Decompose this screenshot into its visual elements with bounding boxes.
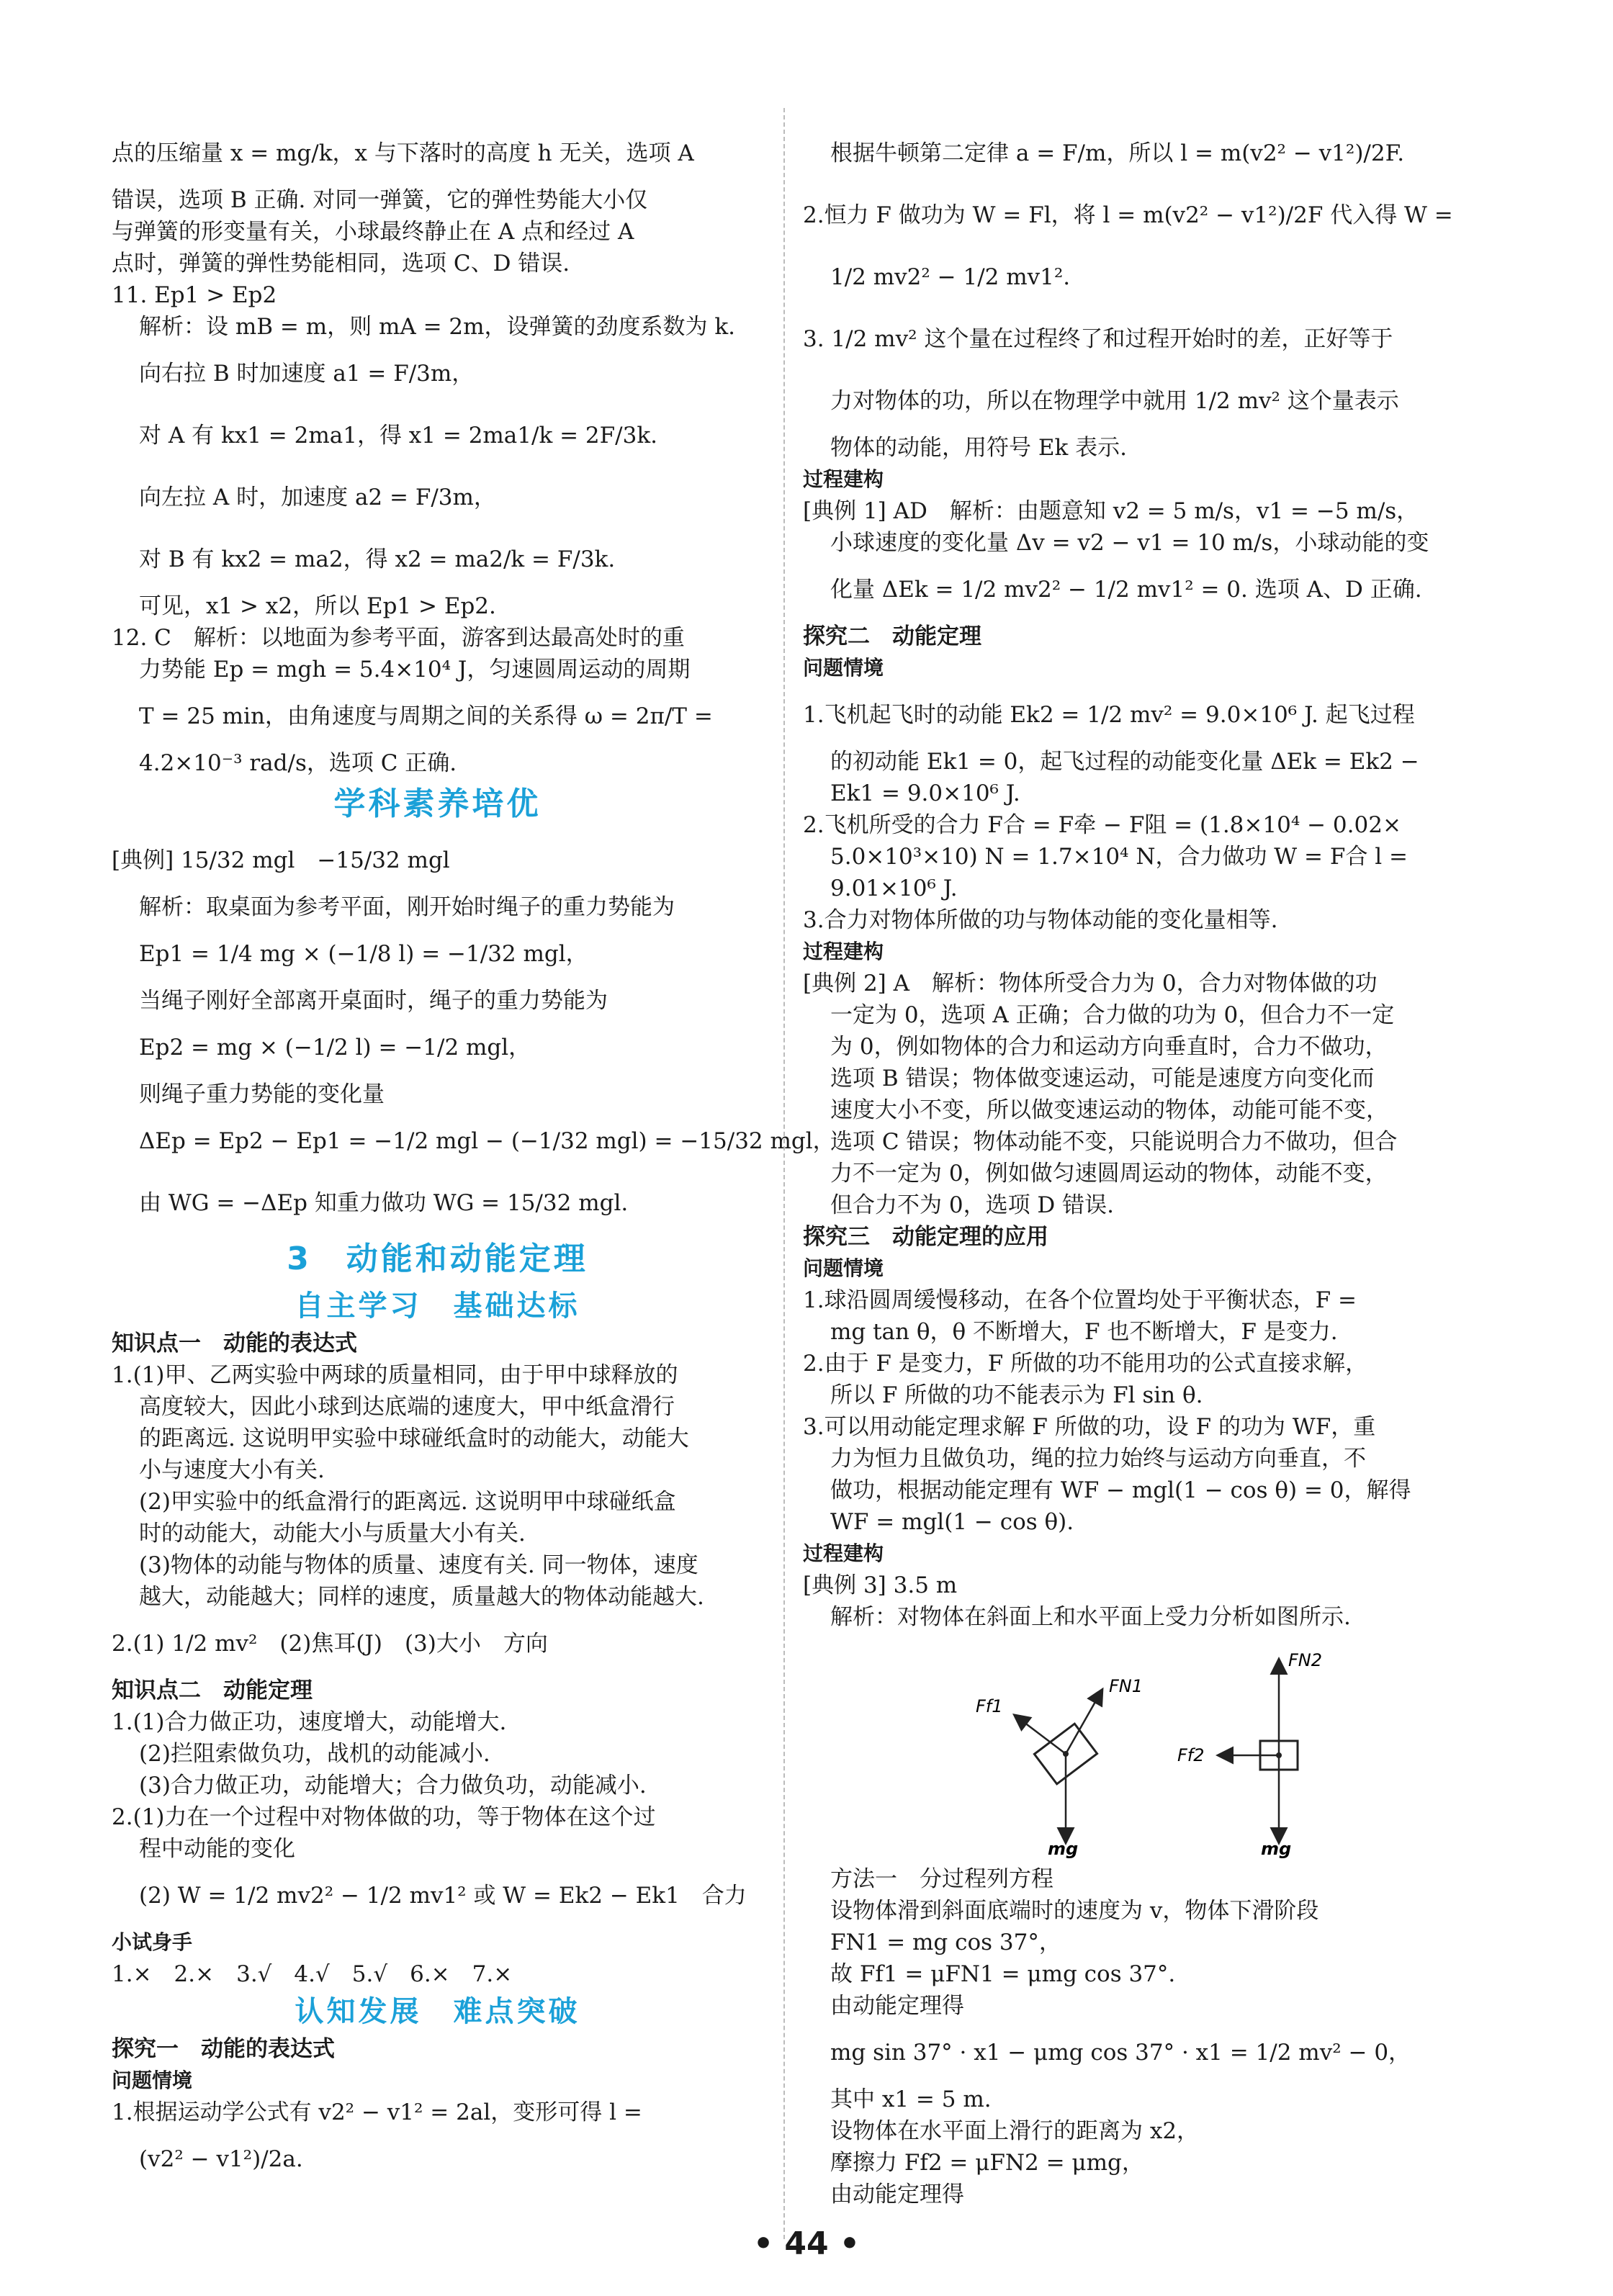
left-column <box>112 122 835 2190</box>
formula-line: (v2² − v1²)/2a. <box>139 2146 303 2172</box>
formula-line: mg sin 37° · x1 − μmg cos 37° · x1 = 1/2 mv² − 0， <box>830 2040 1411 2066</box>
formula-line: 1/2 mv2² − 1/2 mv1². <box>830 264 1071 290</box>
formula-line: 向右拉 B 时加速度 a1 = F/3m， <box>139 361 475 387</box>
formula-line: Ep2 = mg × (−1/2 l) = −1/2 mgl， <box>139 1035 531 1061</box>
ff2-label: Ff2 <box>1177 1745 1205 1765</box>
text-line: (3)物体的动能与物体的质量、速度有关. 同一物体，速度 <box>139 1552 698 1578</box>
text-line: 解析：取桌面为参考平面，刚开始时绳子的重力势能为 <box>139 894 675 920</box>
text-line: FN1 = mg cos 37°， <box>830 1930 1061 1955</box>
problem-heading: 问题情境 <box>112 2068 193 2092</box>
text-line: (2)甲实验中的纸盒滑行的距离远. 这说明甲中球碰纸盒 <box>139 1489 676 1515</box>
formula-line: 对 B 有 kx2 = ma2，得 x2 = ma2/k = F/3k. <box>139 546 616 572</box>
text-line: 小球速度的变化量 Δv = v2 − v1 = 10 m/s，小球动能的变 <box>830 530 1429 556</box>
try-answers: 1.× 2.× 3.√ 4.√ 5.√ 6.× 7.× <box>112 1961 513 1987</box>
text-line: 高度较大，因此小球到达底端的速度大，甲中纸盒滑行 <box>139 1394 675 1420</box>
text-line: 2.飞机所受的合力 F合 = F牵 − F阻 = (1.8×10⁴ − 0.02× <box>803 812 1401 838</box>
text-line: (2)拦阻索做负功，战机的动能减小. <box>139 1741 490 1767</box>
explore-heading: 探究二 动能定理 <box>803 623 981 649</box>
text-line: 1.根据运动学公式有 v2² − v1² = 2al，变形可得 l = <box>112 2099 642 2125</box>
formula-line: 对 A 有 kx1 = 2ma1，得 x1 = 2ma1/k = 2F/3k. <box>139 423 657 449</box>
text-line: 错误，选项 B 正确. 对同一弹簧，它的弹性势能大小仅 <box>112 187 648 213</box>
fn2-label: FN2 <box>1288 1650 1323 1670</box>
explore-heading: 探究一 动能的表达式 <box>112 2036 335 2062</box>
force-diagram <box>803 1640 1476 1859</box>
text-line: 但合力不为 0，选项 D 错误. <box>830 1192 1114 1218</box>
text-line: 设物体滑到斜面底端时的速度为 v，物体下滑阶段 <box>830 1898 1319 1924</box>
mg2-label: mg <box>1261 1839 1292 1859</box>
chapter-title: 3 动能和动能定理 <box>287 1241 588 1277</box>
text-line: 当绳子刚好全部离开桌面时，绳子的重力势能为 <box>139 988 608 1014</box>
text-line: 1.球沿圆周缓慢移动，在各个位置均处于平衡状态，F = <box>803 1287 1357 1313</box>
text-line: 力势能 Ep = mgh = 5.4×10⁴ J，匀速圆周运动的周期 <box>139 657 691 683</box>
knowledge-point-heading: 知识点二 动能定理 <box>112 1678 313 1703</box>
process-heading: 过程建构 <box>803 467 884 491</box>
text-line: 3.合力对物体所做的功与物体动能的变化量相等. <box>803 907 1278 933</box>
text-line: 时的动能大，动能大小与质量大小有关. <box>139 1521 526 1547</box>
text-line: 方法一 分过程列方程 <box>830 1866 1053 1892</box>
formula-line: 1.飞机起飞时的动能 Ek2 = 1/2 mv² = 9.0×10⁶ J. 起飞过程 <box>803 702 1415 728</box>
text-line: 程中动能的变化 <box>139 1836 295 1862</box>
text-line: 1.(1)甲、乙两实验中两球的质量相同，由于甲中球释放的 <box>112 1362 678 1388</box>
right-column <box>803 122 1476 2210</box>
fn1-label: FN1 <box>1109 1676 1144 1696</box>
text-line: 2.由于 F 是变力，F 所做的功不能用功的公式直接求解， <box>803 1351 1368 1377</box>
answer-number: 11. Ep1 > Ep2 <box>112 282 277 308</box>
text-line: 力为恒力且做负功，绳的拉力始终与运动方向垂直，不 <box>830 1446 1366 1472</box>
example-answer: [典例] 15/32 mgl −15/32 mgl <box>112 847 450 873</box>
text-line: 可见，x1 > x2，所以 Ep1 > Ep2. <box>139 593 496 619</box>
text-line: 4.2×10⁻³ rad/s，选项 C 正确. <box>139 750 457 776</box>
text-line: 故 Ff1 = μFN1 = μmg cos 37°. <box>830 1961 1176 1987</box>
text-line: (3)合力做正功，动能增大；合力做负功，动能减小. <box>139 1773 647 1798</box>
text-line: Ek1 = 9.0×10⁶ J. <box>830 780 1020 806</box>
section-subtitle: 认知发展 难点突破 <box>295 1995 580 2028</box>
text-line: 则绳子重力势能的变化量 <box>139 1081 385 1107</box>
text-line: mg tan θ，θ 不断增大，F 也不断增大，F 是变力. <box>830 1319 1338 1345</box>
text-line: 5.0×10³×10) N = 1.7×10⁴ N，合力做功 W = F合 l = <box>830 844 1408 870</box>
example-line: [典例 3] 3.5 m <box>803 1572 958 1598</box>
horizontal-block-diagram <box>1177 1650 1322 1859</box>
text-line: 其中 x1 = 5 m. <box>830 2086 992 2112</box>
example-line: [典例 2] A 解析：物体所受合力为 0，合力对物体做的功 <box>803 971 1378 996</box>
formula-line: 2.(1) 1/2 mv² (2)焦耳(J) (3)大小 方向 <box>112 1631 548 1657</box>
mg1-label: mg <box>1048 1839 1079 1859</box>
process-heading: 过程建构 <box>803 940 884 963</box>
formula-line: 2.恒力 F 做功为 W = Fl，将 l = m(v2² − v1²)/2F 代入得 W = <box>803 202 1453 228</box>
text-line: 力不一定为 0，例如做匀速圆周运动的物体，动能不变， <box>830 1161 1388 1187</box>
chapter-subtitle: 自主学习 基础达标 <box>295 1289 580 1323</box>
formula-line: 根据牛顿第二定律 a = F/m，所以 l = m(v2² − v1²)/2F. <box>830 140 1405 166</box>
text-line: 设物体在水平面上滑行的距离为 x2， <box>830 2118 1200 2144</box>
text-line: 9.01×10⁶ J. <box>830 875 958 901</box>
problem-heading: 问题情境 <box>803 656 884 680</box>
text-line: 的初动能 Ek1 = 0，起飞过程的动能变化量 ΔEk = Ek2 − <box>830 749 1419 775</box>
formula-line: (2) W = 1/2 mv2² − 1/2 mv1² 或 W = Ek2 − Ek1 合力 <box>139 1883 747 1909</box>
text-line: 12. C 解析：以地面为参考平面，游客到达最高处时的重 <box>112 625 685 651</box>
normal-force-arrow <box>1066 1691 1102 1754</box>
process-heading: 过程建构 <box>803 1541 884 1565</box>
knowledge-point-heading: 知识点一 动能的表达式 <box>112 1331 357 1356</box>
page-number: • 44 • <box>752 2225 861 2262</box>
text-line: 物体的动能，用符号 Ek 表示. <box>830 435 1127 461</box>
formula-line: ΔEp = Ep2 − Ep1 = −1/2 mgl − (−1/32 mgl) = −15/32 mgl， <box>139 1128 835 1154</box>
formula-line: Ep1 = 1/4 mg × (−1/8 l) = −1/32 mgl， <box>139 941 588 967</box>
ff1-label: Ff1 <box>976 1696 1003 1716</box>
force-diagram-svg <box>803 1640 1476 1859</box>
text-line: 3.可以用动能定理求解 F 所做的功，设 F 的功为 WF，重 <box>803 1414 1376 1440</box>
text-line: 点的压缩量 x = mg/k，x 与下落时的高度 h 无关，选项 A <box>112 140 694 166</box>
incline-block-diagram <box>976 1676 1143 1859</box>
formula-line: 由 WG = −ΔEp 知重力做功 WG = 15/32 mgl. <box>139 1190 629 1216</box>
text-line: 速度大小不变，所以做变速运动的物体，动能可能不变， <box>830 1097 1388 1123</box>
text-line: 摩擦力 Ff2 = μFN2 = μmg， <box>830 2150 1144 2176</box>
text-line: 所以 F 所做的功不能表示为 Fl sin θ. <box>830 1382 1203 1408</box>
formula-line: 向左拉 A 时，加速度 a2 = F/3m， <box>139 485 496 510</box>
formula-line: 力对物体的功，所以在物理学中就用 1/2 mv² 这个量表示 <box>830 388 1399 414</box>
column-divider <box>783 108 785 2239</box>
try-heading: 小试身手 <box>112 1930 193 1954</box>
text-line: 1.(1)合力做正功，速度增大，动能增大. <box>112 1709 507 1735</box>
formula-line: T = 25 min，由角速度与周期之间的关系得 ω = 2π/T = <box>139 703 713 729</box>
text-line: 越大，动能越大；同样的速度，质量越大的物体动能越大. <box>139 1584 704 1610</box>
example-line: [典例 1] AD 解析：由题意知 v2 = 5 m/s，v1 = −5 m/s， <box>803 498 1419 524</box>
formula-line: 化量 ΔEk = 1/2 mv2² − 1/2 mv1² = 0. 选项 A、D 正确. <box>830 577 1422 603</box>
formula-line: 3. 1/2 mv² 这个量在过程终了和过程开始时的差，正好等于 <box>803 326 1393 352</box>
section-title: 学科素养培优 <box>333 785 542 822</box>
text-line: 点时，弹簧的弹性势能相同，选项 C、D 错误. <box>112 251 570 276</box>
text-line: 由动能定理得 <box>830 1993 964 2019</box>
text-line: 2.(1)力在一个过程中对物体做的功，等于物体在这个过 <box>112 1804 656 1830</box>
text-line: 为 0，例如物体的合力和运动方向垂直时，合力不做功， <box>830 1034 1388 1060</box>
text-line: 由动能定理得 <box>830 2182 964 2207</box>
explore-heading: 探究三 动能定理的应用 <box>803 1224 1048 1250</box>
text-line: 与弹簧的形变量有关，小球最终静止在 A 点和经过 A <box>112 219 634 245</box>
text-line: 小与速度大小有关. <box>139 1457 325 1483</box>
problem-heading: 问题情境 <box>803 1256 884 1280</box>
text-line: 的距离远. 这说明甲实验中球碰纸盒时的动能大，动能大 <box>139 1426 689 1451</box>
text-line: 一定为 0，选项 A 正确；合力做的功为 0，但合力不一定 <box>830 1002 1395 1028</box>
text-line: 解析：设 mB = m，则 mA = 2m，设弹簧的劲度系数为 k. <box>139 314 736 340</box>
text-line: 解析：对物体在斜面上和水平面上受力分析如图所示. <box>830 1604 1351 1630</box>
text-line: 选项 B 错误；物体做变速运动，可能是速度方向变化而 <box>830 1066 1375 1091</box>
text-line: 选项 C 错误；物体动能不变，只能说明合力不做功，但合 <box>830 1129 1398 1155</box>
text-line: WF = mgl(1 − cos θ). <box>830 1509 1074 1535</box>
text-line: 做功，根据动能定理有 WF − mgl(1 − cos θ) = 0，解得 <box>830 1477 1411 1503</box>
